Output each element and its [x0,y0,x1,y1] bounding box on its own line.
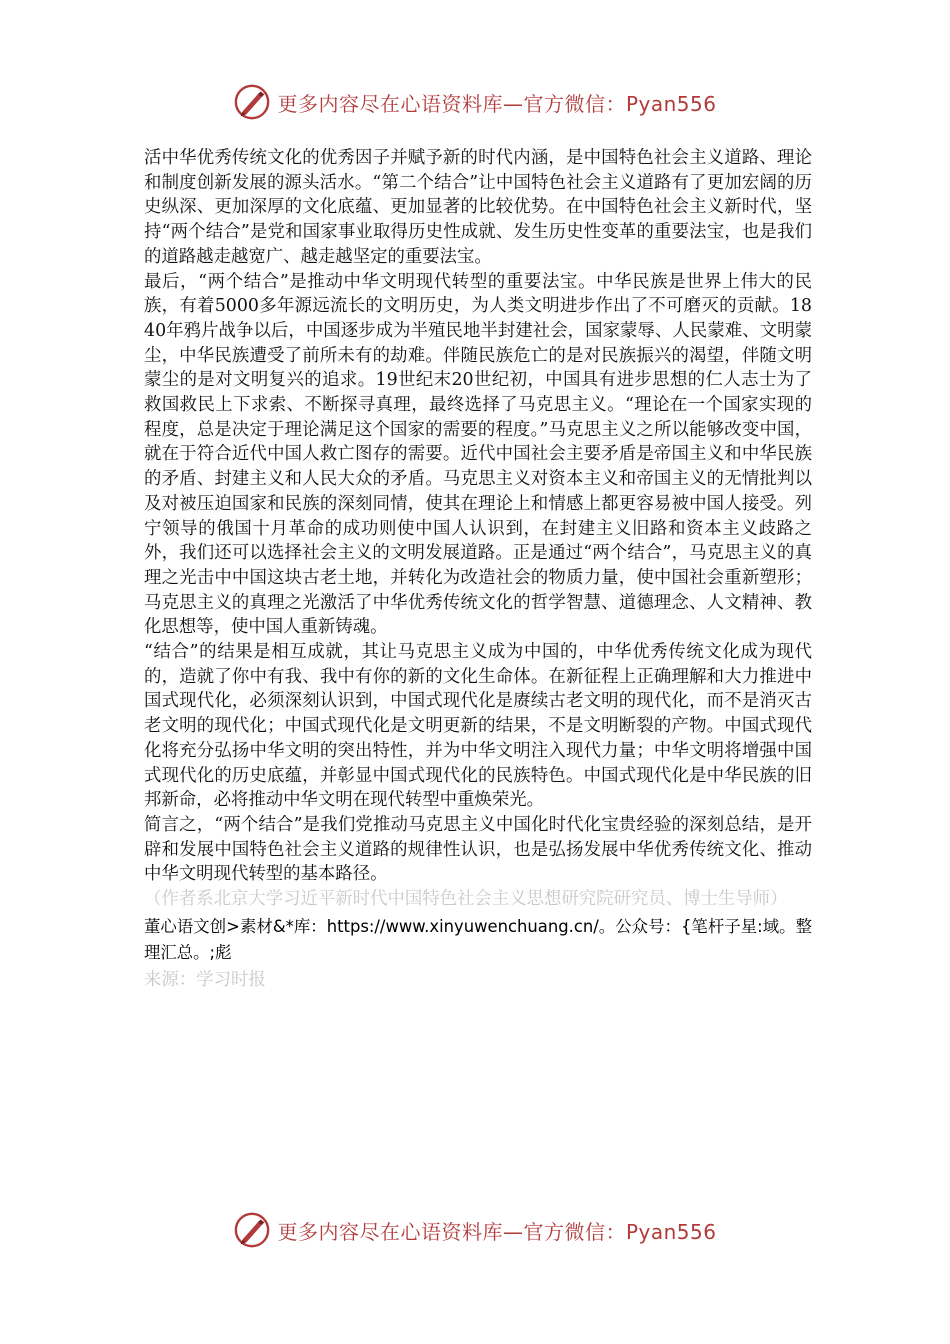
footer-banner [0,1208,950,1252]
source-line: 来源：学习时报 [144,969,266,990]
promo-line: 董心语文创>素材&*库：https://www.xinyuwenchuang.cn/。公众号：{笔杆子星:域。整理汇总。;彪 [144,916,812,962]
pen-logo-icon [233,83,271,121]
paragraph: “结合”的结果是相互成就，其让马克思主义成为中国的，中华优秀传统文化成为现代的，造就了你中有我、我中有你的新的文化生命体。在新征程上正确理解和大力推进中国式现代化，必须深刻认识到，中国式现代化是赓续古老文明的现代化，而不是消灭古老文明的现代化；中国式现代化是文明更新的结果，不是文明断裂的产物。中国式现代化将充分弘扬中华文明的突出特性，并为中华文明注入现代力量；中华文明将增强中国式现代化的历史底蕴，并彰显中国式现代化的民族特色。中国式现代化是中华民族的旧邦新命，必将推动中华文明在现代转型中重焕荣光。 [144,642,812,811]
header-banner [0,80,950,124]
author-note: （作者系北京大学习近平新时代中国特色社会主义思想研究院研究员、博士生导师） [144,889,788,910]
banner-text: 更多内容尽在心语资料库—官方微信：Pyan556 [277,1219,717,1244]
paragraph: 活中华优秀传统文化的优秀因子并赋予新的时代内涵，是中国特色社会主义道路、理论和制度创新发展的源头活水。“第二个结合”让中国特色社会主义道路有了更加宏阔的历史纵深、更加深厚的文化底蕴、更加显著的比较优势。在中国特色社会主义新时代，坚持“两个结合”是党和国家事业取得历史性成就、发生历史性变革的重要法宝，也是我们的道路越走越宽广、越走越坚定的重要法宝。 [144,148,812,267]
banner-text: 更多内容尽在心语资料库—官方微信：Pyan556 [277,91,717,116]
article-body [144,146,812,993]
paragraph: 最后，“两个结合”是推动中华文明现代转型的重要法宝。中华民族是世界上伟大的民族，有着5000多年源远流长的文明历史，为人类文明进步作出了不可磨灭的贡献。1840年鸦片战争以后，中国逐步成为半殖民地半封建社会，国家蒙辱、人民蒙难、文明蒙尘，中华民族遭受了前所未有的劫难。伴随民族危亡的是对民族振兴的渴望，伴随文明蒙尘的是对文明复兴的追求。19世纪末20世纪初，中国具有进步思想的仁人志士为了救国救民上下求索、不断探寻真理，最终选择了马克思主义。“理论在一个国家实现的程度，总是决定于理论满足这个国家的需要的程度。”马克思主义之所以能够改变中国，就在于符合近代中国人救亡图存的需要。近代中国社会主要矛盾是帝国主义和中华民族的矛盾、封建主义和人民大众的矛盾。马克思主义对资本主义和帝国主义的无情批判以及对被压迫国家和民族的深刻同情，使其在理论上和情感上都更容易被中国人接受。列宁领导的俄国十月革命的成功则使中国人认识到，在封建主义旧路和资本主义歧路之外，我们还可以选择社会主义的文明发展道路。正是通过“两个结合”，马克思主义的真理之光击中中国这块古老土地，并转化为改造社会的物质力量，使中国社会重新塑形；马克思主义的真理之光激活了中华优秀传统文化的哲学智慧、道德理念、人文精神、教化思想等，使中国人重新铸魂。 [144,271,812,638]
pen-logo-icon [233,1211,271,1249]
paragraph: 简言之，“两个结合”是我们党推动马克思主义中国化时代化宝贵经验的深刻总结，是开辟和发展中国特色社会主义道路的规律性认识，也是弘扬发展中华优秀传统文化、推动中华文明现代转型的基本路径。 [144,814,812,885]
